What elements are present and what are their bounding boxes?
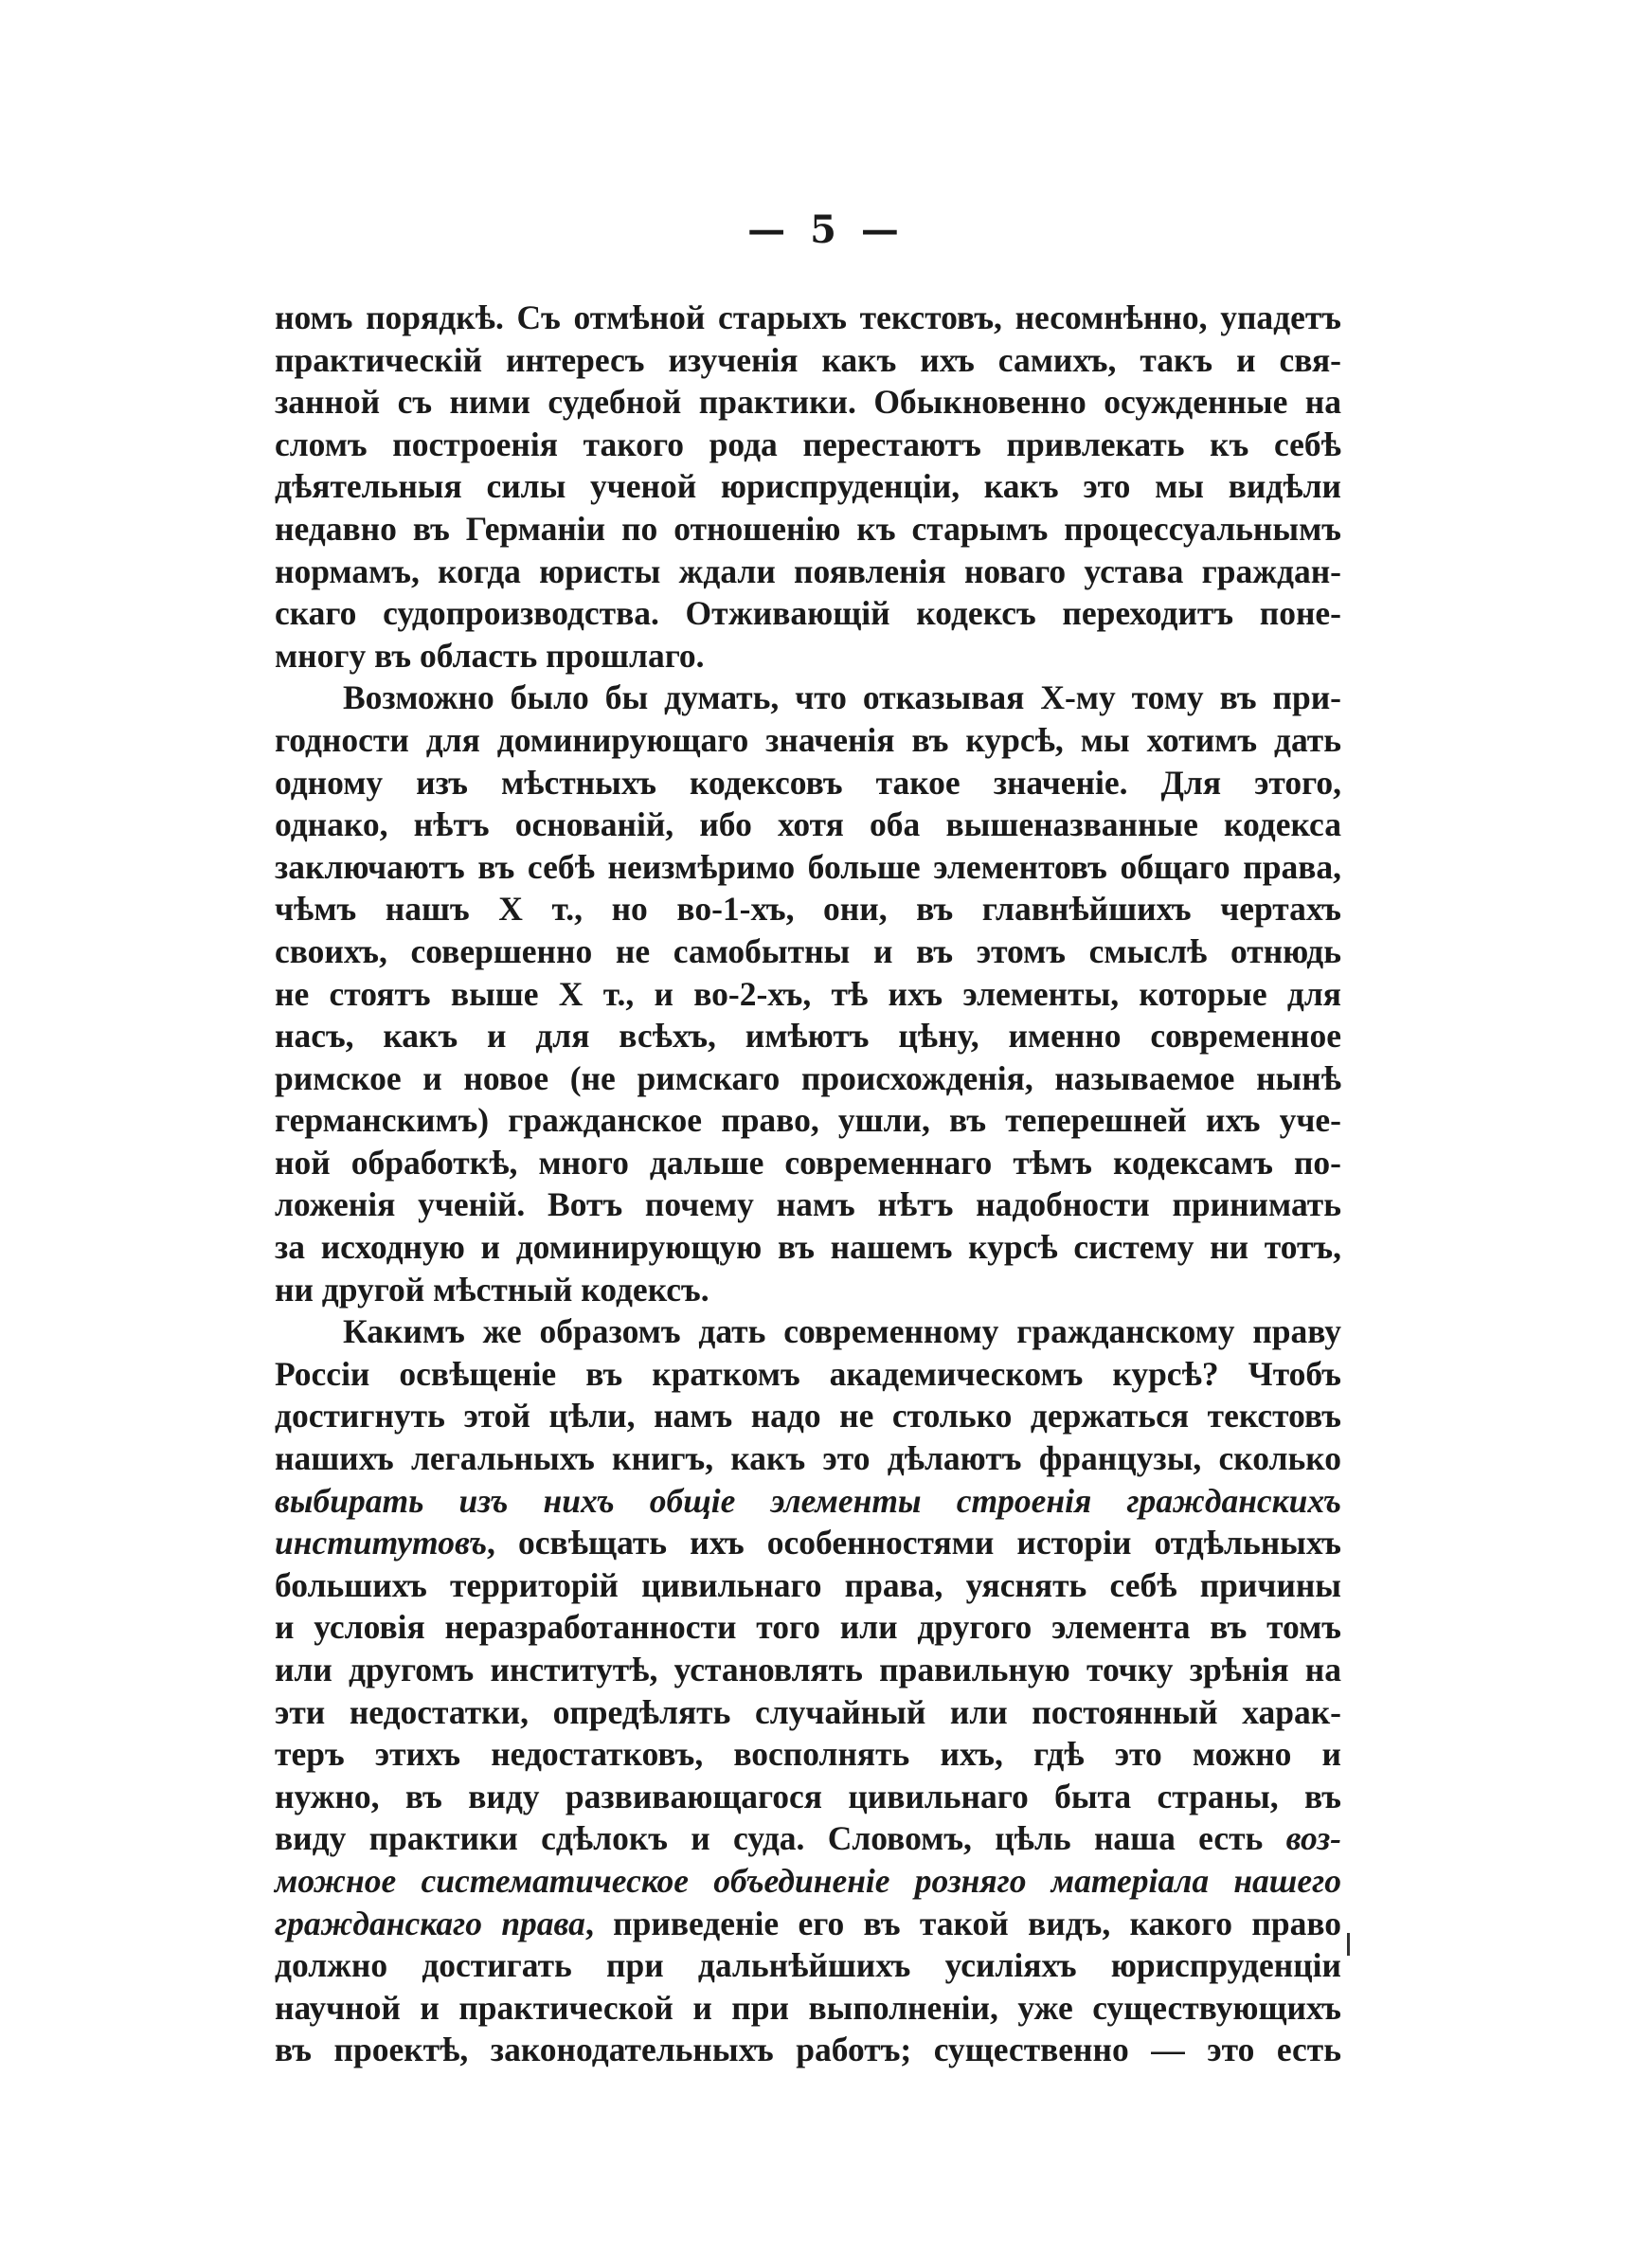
text-line: скаго судопроизводства. Отживающій кодексъ переходитъ поне-	[275, 594, 1341, 633]
text-segment: , приведеніе его въ такой видъ, какого право	[584, 1904, 1341, 1942]
text-line: должно достигать при дальнѣйшихъ усиліяхъ юриспруденціи	[275, 1946, 1341, 1985]
text-line: нужно, въ виду развивающагося цивильнаго быта страны, въ	[275, 1777, 1341, 1815]
text-line-italic: можное систематическое объединеніе розняго матеріала нашего	[275, 1861, 1341, 1900]
text-line: однако, нѣтъ основаній, ибо хотя оба вышеназванные кодекса	[275, 805, 1341, 844]
text-line: недавно въ Германіи по отношенію къ старымъ процессуальнымъ	[275, 509, 1341, 548]
text-line: многу въ область прошлаго.	[275, 636, 705, 675]
text-line: одному изъ мѣстныхъ кодексовъ такое значеніе. Для этого,	[275, 763, 1341, 802]
text-line-mixed	[275, 1817, 1341, 1860]
text-segment: виду практики сдѣлокъ и суда. Словомъ, цѣль наша есть	[275, 1819, 1286, 1858]
text-line: чѣмъ нашъ Х т., но во-1-хъ, они, въ главнѣйшихъ чертахъ	[275, 890, 1341, 929]
text-line: Возможно было бы думать, что отказывая Х-му тому въ при-	[343, 678, 1341, 717]
paragraph-2	[275, 677, 1341, 1310]
text-line: ни другой мѣстный кодексъ.	[275, 1270, 709, 1309]
text-line-mixed	[275, 1522, 1341, 1564]
text-line: ложенія ученій. Вотъ почему намъ нѣтъ надобности принимать	[275, 1185, 1341, 1224]
text-line: теръ этихъ недостатковъ, восполнять ихъ, гдѣ это можно и	[275, 1735, 1341, 1774]
text-line: или другомъ институтѣ, установлять правильную точку зрѣнія на	[275, 1651, 1341, 1688]
text-line: сломъ построенія такого рода перестаютъ привлекать къ себѣ	[275, 424, 1341, 463]
text-line: и условія неразработанности того или другого элемента въ томъ	[275, 1608, 1341, 1647]
text-line: годности для доминирующаго значенія въ курсѣ, мы хотимъ дать	[275, 720, 1341, 759]
page-number: — 5 —	[747, 208, 905, 252]
text-line-mixed	[275, 1903, 1341, 1945]
paragraph-3	[275, 1310, 1341, 2071]
text-line: нормамъ, когда юристы ждали появленія новаго устава граждан-	[275, 551, 1341, 590]
text-line: не стоятъ выше Х т., и во-2-хъ, тѣ ихъ элементы, которые для	[275, 974, 1341, 1013]
text-line: въ проектѣ, законодательныхъ работъ; существенно — это есть	[275, 2031, 1341, 2069]
text-line: Россіи освѣщеніе въ краткомъ академическомъ курсѣ? Чтобъ	[275, 1354, 1341, 1393]
text-line: Какимъ же образомъ дать современному гражданскому праву	[343, 1312, 1341, 1351]
text-line: занной съ ними судебной практики. Обыкновенно осужденные на	[275, 383, 1341, 422]
text-line: заключаютъ въ себѣ неизмѣримо больше элементовъ общаго права,	[275, 847, 1341, 886]
italic-phrase: воз-	[1285, 1819, 1341, 1858]
text-line: насъ, какъ и для всѣхъ, имѣютъ цѣну, именно современное	[275, 1017, 1341, 1056]
text-line: дѣятельныя силы ученой юриспруденціи, какъ это мы видѣли	[275, 467, 1341, 506]
margin-mark	[1347, 1933, 1350, 1956]
text-line: римское и новое (не римскаго происхожденія, называемое нынѣ	[275, 1058, 1341, 1097]
text-line-italic: выбирать изъ нихъ общіе элементы строенія гражданскихъ	[275, 1481, 1341, 1520]
text-line: своихъ, совершенно не самобытны и въ этомъ смыслѣ отнюдь	[275, 931, 1341, 970]
text-line: за исходную и доминирующую въ нашемъ курсѣ систему ни тотъ,	[275, 1228, 1341, 1267]
text-line: эти недостатки, опредѣлять случайный или постоянный харак-	[275, 1692, 1341, 1731]
text-line: германскимъ) гражданское право, ушли, въ теперешней ихъ уче-	[275, 1101, 1341, 1140]
italic-phrase: институтовъ	[275, 1524, 488, 1562]
text-line: практическій интересъ изученія какъ ихъ самихъ, такъ и свя-	[275, 340, 1341, 379]
text-line: ной обработкѣ, много дальше современнаго тѣмъ кодексамъ по-	[275, 1143, 1341, 1182]
text-line: научной и практической и при выполненіи, уже существующихъ	[275, 1988, 1341, 2027]
text-line: достигнуть этой цѣли, намъ надо не столько держаться текстовъ	[275, 1397, 1341, 1435]
text-segment: , освѣщать ихъ особенностями исторіи отдѣльныхъ	[487, 1524, 1341, 1562]
text-line: нашихъ легальныхъ книгъ, какъ это дѣлаютъ французы, сколько	[275, 1439, 1341, 1478]
body-text	[275, 297, 1341, 2071]
italic-phrase: гражданскаго права	[275, 1904, 585, 1942]
text-line: большихъ территорій цивильнаго права, уяснять себѣ причины	[275, 1565, 1341, 1604]
paragraph-1	[275, 297, 1341, 677]
text-line: номъ порядкѣ. Съ отмѣной старыхъ текстовъ, несомнѣнно, упадетъ	[275, 298, 1341, 336]
